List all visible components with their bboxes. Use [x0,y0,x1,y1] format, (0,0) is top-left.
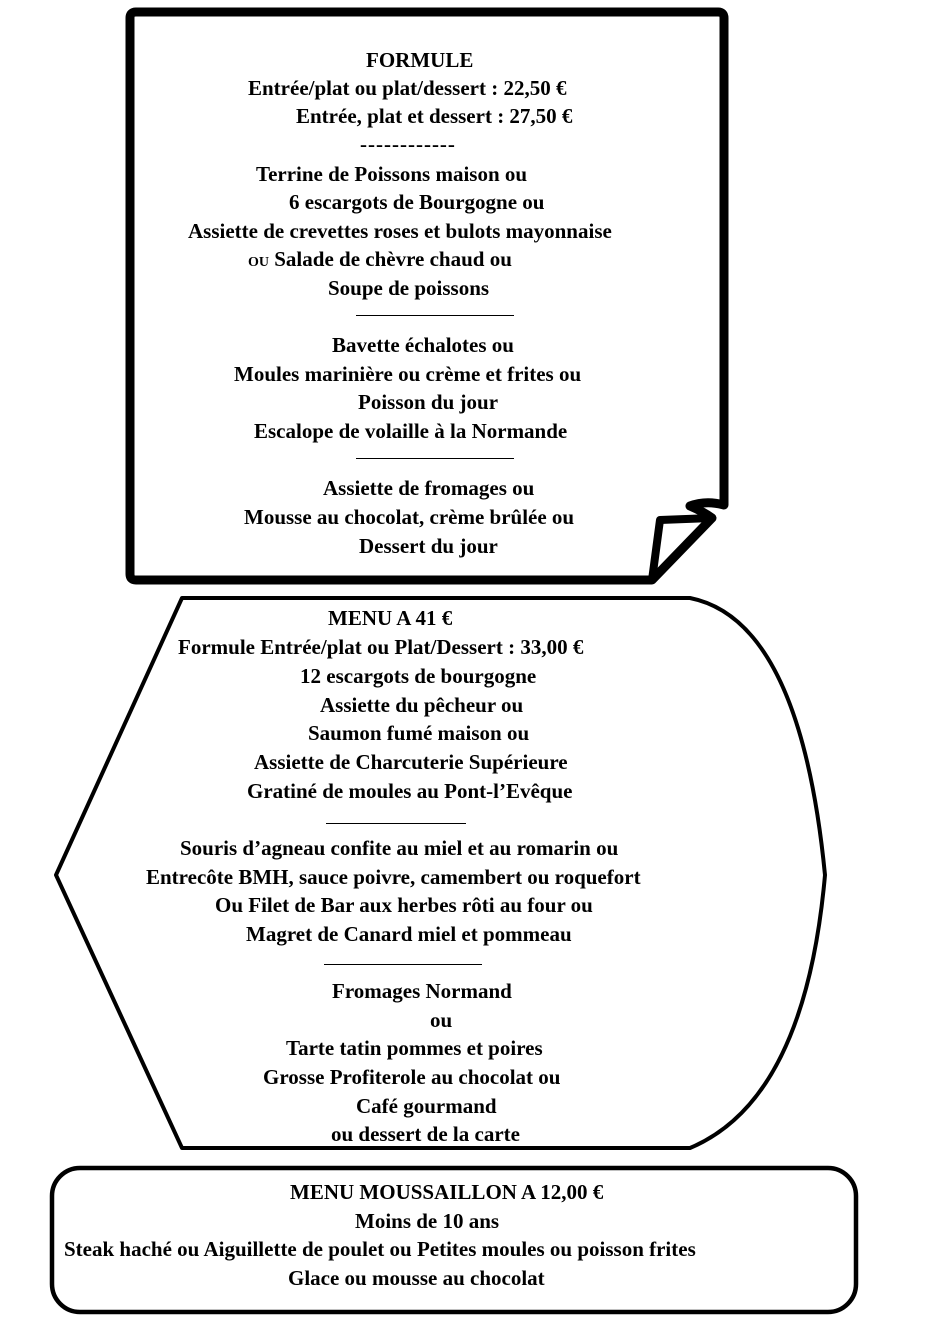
menu41-title: MENU A 41 € [328,606,453,630]
moussaillon-title: MENU MOUSSAILLON A 12,00 € [290,1180,604,1204]
moussaillon-age: Moins de 10 ans [355,1209,500,1233]
menu41-dessert: Tarte tatin pommes et poires [286,1036,543,1060]
menu41-dessert: Fromages Normand [332,979,512,1003]
formule-starter: Terrine de Poissons maison ou [256,162,528,186]
menu41-dessert: Grosse Profiterole au chocolat ou [263,1065,561,1089]
menu41-dessert: ou dessert de la carte [331,1122,520,1146]
moussaillon-mains: Steak haché ou Aiguillette de poulet ou Petites moules ou poisson frites [64,1237,696,1261]
menu41-starter: Assiette de Charcuterie Supérieure [254,750,568,774]
formule-starter: 6 escargots de Bourgogne ou [289,190,545,214]
formule-main: Poisson du jour [358,390,499,414]
formule-dessert: Mousse au chocolat, crème brûlée ou [244,505,575,529]
formule-starter-row [248,245,512,277]
menu41-dessert: Café gourmand [356,1094,497,1118]
moussaillon-dessert: Glace ou mousse au chocolat [288,1266,545,1290]
formule-starter: Salade de chèvre chaud ou [274,247,512,271]
menu41-main: Ou Filet de Bar aux herbes rôti au four ou [215,893,593,917]
formule-main: Moules marinière ou crème et frites ou [234,362,582,386]
formule-starter: Assiette de crevettes roses et bulots mayonnaise [188,219,612,243]
menu41-main: Entrecôte BMH, sauce poivre, camembert ou roquefort [146,865,641,889]
menu41-starter: Saumon fumé maison ou [308,721,530,745]
formule-title: FORMULE [366,48,474,72]
formule-dessert: Assiette de fromages ou [323,476,535,500]
small-ou-prefix: OU [248,255,269,270]
formule-price-line-2: Entrée, plat et dessert : 27,50 € [296,104,573,128]
section-divider [324,964,482,965]
formule-starter: Soupe de poissons [328,276,490,300]
menu41-main: Magret de Canard miel et pommeau [246,922,572,946]
section-divider [326,823,466,824]
section-divider [356,458,514,459]
menu41-main: Souris d’agneau confite au miel et au romarin ou [180,836,619,860]
formule-dashes: ------------ [360,132,456,156]
formule-dessert: Dessert du jour [359,534,498,558]
formule-main: Bavette échalotes ou [332,333,514,357]
menu41-dessert: ou [430,1008,453,1032]
section-divider [356,315,514,316]
menu41-starter: 12 escargots de bourgogne [300,664,537,688]
menu41-starter: Assiette du pêcheur ou [320,693,524,717]
menu41-formule-line: Formule Entrée/plat ou Plat/Dessert : 33,00 € [178,635,584,659]
formule-price-line-1: Entrée/plat ou plat/dessert : 22,50 € [248,76,567,100]
menu41-starter: Gratiné de moules au Pont-l’Evêque [247,779,573,803]
formule-main: Escalope de volaille à la Normande [254,419,568,443]
